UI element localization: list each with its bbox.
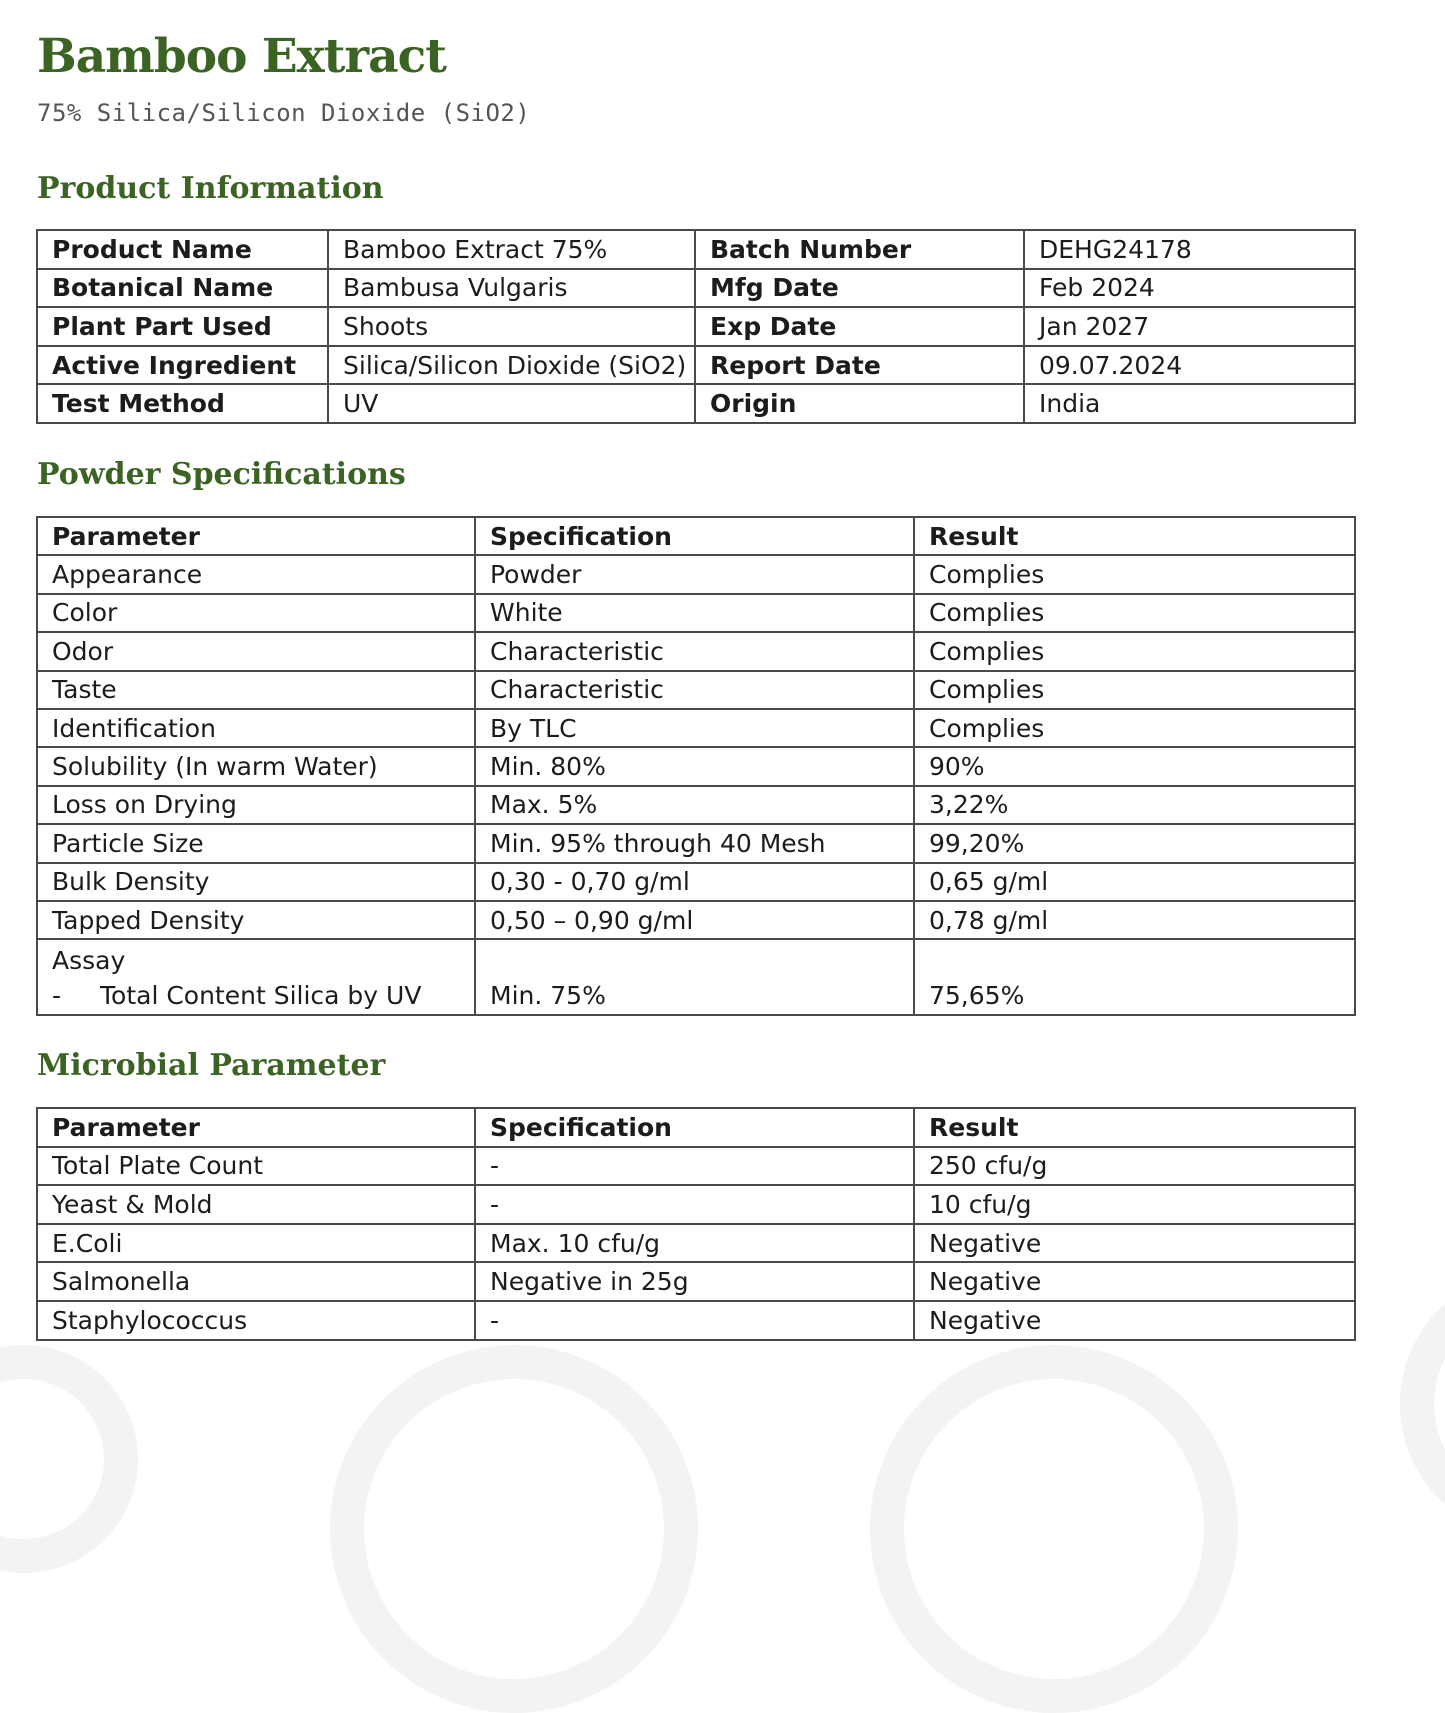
assay-parameter-cell bbox=[37, 939, 475, 1015]
table-header-row bbox=[37, 1108, 1355, 1147]
parameter-cell: Total Plate Count bbox=[37, 1147, 475, 1186]
result-cell: Complies bbox=[914, 594, 1355, 632]
table-row bbox=[37, 901, 1355, 939]
table-row bbox=[37, 555, 1355, 593]
table-row bbox=[37, 1185, 1355, 1224]
parameter-cell: Particle Size bbox=[37, 824, 475, 862]
info-value: Bamboo Extract 75% bbox=[328, 230, 695, 269]
parameter-cell: Salmonella bbox=[37, 1262, 475, 1301]
info-label: Product Name bbox=[37, 230, 328, 269]
result-cell: Negative bbox=[914, 1262, 1355, 1301]
assay-label: Assay bbox=[52, 946, 126, 976]
table-row bbox=[37, 863, 1355, 901]
parameter-cell: Yeast & Mold bbox=[37, 1185, 475, 1224]
specification-cell: Min. 95% through 40 Mesh bbox=[475, 824, 914, 862]
table-row bbox=[37, 346, 1355, 385]
parameter-cell: Solubility (In warm Water) bbox=[37, 747, 475, 785]
info-label: Mfg Date bbox=[695, 269, 1024, 308]
watermark-arc-2 bbox=[330, 1345, 698, 1713]
table-row bbox=[37, 747, 1355, 785]
result-cell: 0,78 g/ml bbox=[914, 901, 1355, 939]
specification-cell: Powder bbox=[475, 555, 914, 593]
table-row bbox=[37, 1262, 1355, 1301]
assay-row bbox=[37, 939, 1355, 1015]
info-value: Shoots bbox=[328, 307, 695, 346]
assay-bullet-dash: - bbox=[52, 981, 62, 1011]
parameter-cell: Bulk Density bbox=[37, 863, 475, 901]
column-header-specification: Specification bbox=[475, 517, 914, 555]
watermark-arc-1 bbox=[0, 1345, 138, 1573]
result-cell: 75,65% bbox=[914, 939, 1355, 1015]
info-value: Feb 2024 bbox=[1024, 269, 1355, 308]
parameter-cell: Appearance bbox=[37, 555, 475, 593]
specification-cell: Min. 75% bbox=[475, 939, 914, 1015]
result-cell: 0,65 g/ml bbox=[914, 863, 1355, 901]
parameter-cell: Color bbox=[37, 594, 475, 632]
watermark-arc-3 bbox=[870, 1345, 1238, 1713]
table-row bbox=[37, 632, 1355, 670]
parameter-cell: Odor bbox=[37, 632, 475, 670]
info-label: Botanical Name bbox=[37, 269, 328, 308]
info-label: Origin bbox=[695, 384, 1024, 423]
column-header-parameter: Parameter bbox=[37, 1108, 475, 1147]
specification-cell: By TLC bbox=[475, 709, 914, 747]
parameter-cell: Staphylococcus bbox=[37, 1301, 475, 1340]
info-label: Report Date bbox=[695, 346, 1024, 385]
document-title: Bamboo Extract bbox=[37, 29, 446, 84]
info-label: Test Method bbox=[37, 384, 328, 423]
assay-sub-parameter-label: Total Content Silica by UV bbox=[100, 981, 422, 1011]
result-cell: Complies bbox=[914, 709, 1355, 747]
table-row bbox=[37, 1147, 1355, 1186]
microbial-parameter-heading: Microbial Parameter bbox=[37, 1048, 386, 1083]
table-row bbox=[37, 1301, 1355, 1340]
specification-cell: 0,30 - 0,70 g/ml bbox=[475, 863, 914, 901]
powder-specifications-heading: Powder Specifications bbox=[37, 457, 406, 492]
table-row bbox=[37, 709, 1355, 747]
specification-cell: - bbox=[475, 1185, 914, 1224]
product-information-heading: Product Information bbox=[37, 171, 384, 206]
document-subtitle: 75% Silica/Silicon Dioxide (SiO2) bbox=[37, 99, 531, 127]
specification-cell: Max. 5% bbox=[475, 786, 914, 824]
specification-cell: - bbox=[475, 1147, 914, 1186]
info-label: Plant Part Used bbox=[37, 307, 328, 346]
column-header-result: Result bbox=[914, 517, 1355, 555]
table-row bbox=[37, 786, 1355, 824]
result-cell: Complies bbox=[914, 555, 1355, 593]
info-label: Exp Date bbox=[695, 307, 1024, 346]
result-cell: Negative bbox=[914, 1224, 1355, 1263]
table-row bbox=[37, 384, 1355, 423]
assay-sub-parameter bbox=[52, 981, 460, 1011]
info-value: Jan 2027 bbox=[1024, 307, 1355, 346]
parameter-cell: Tapped Density bbox=[37, 901, 475, 939]
watermark-arc-4 bbox=[1400, 1270, 1445, 1538]
result-cell: 90% bbox=[914, 747, 1355, 785]
specification-cell: Min. 80% bbox=[475, 747, 914, 785]
result-cell: 250 cfu/g bbox=[914, 1147, 1355, 1186]
specification-cell: Negative in 25g bbox=[475, 1262, 914, 1301]
info-value: Bambusa Vulgaris bbox=[328, 269, 695, 308]
table-row bbox=[37, 594, 1355, 632]
parameter-cell: E.Coli bbox=[37, 1224, 475, 1263]
table-row bbox=[37, 269, 1355, 308]
info-value: India bbox=[1024, 384, 1355, 423]
result-cell: Complies bbox=[914, 671, 1355, 709]
result-cell: 10 cfu/g bbox=[914, 1185, 1355, 1224]
specification-cell: Characteristic bbox=[475, 632, 914, 670]
specification-cell: 0,50 – 0,90 g/ml bbox=[475, 901, 914, 939]
product-information-table bbox=[36, 229, 1356, 424]
column-header-parameter: Parameter bbox=[37, 517, 475, 555]
result-cell: 99,20% bbox=[914, 824, 1355, 862]
specification-cell: White bbox=[475, 594, 914, 632]
table-row bbox=[37, 230, 1355, 269]
parameter-cell: Taste bbox=[37, 671, 475, 709]
microbial-parameter-table bbox=[36, 1107, 1356, 1341]
parameter-cell: Identification bbox=[37, 709, 475, 747]
parameter-cell: Loss on Drying bbox=[37, 786, 475, 824]
info-value: Silica/Silicon Dioxide (SiO2) bbox=[328, 346, 695, 385]
specification-cell: - bbox=[475, 1301, 914, 1340]
table-row bbox=[37, 1224, 1355, 1263]
table-row bbox=[37, 824, 1355, 862]
result-cell: Negative bbox=[914, 1301, 1355, 1340]
info-value: 09.07.2024 bbox=[1024, 346, 1355, 385]
specification-cell: Characteristic bbox=[475, 671, 914, 709]
specification-cell: Max. 10 cfu/g bbox=[475, 1224, 914, 1263]
powder-specifications-table bbox=[36, 516, 1356, 1016]
result-cell: 3,22% bbox=[914, 786, 1355, 824]
info-value: DEHG24178 bbox=[1024, 230, 1355, 269]
info-value: UV bbox=[328, 384, 695, 423]
result-cell: Complies bbox=[914, 632, 1355, 670]
info-label: Active Ingredient bbox=[37, 346, 328, 385]
column-header-result: Result bbox=[914, 1108, 1355, 1147]
table-row bbox=[37, 307, 1355, 346]
table-row bbox=[37, 671, 1355, 709]
info-label: Batch Number bbox=[695, 230, 1024, 269]
table-header-row bbox=[37, 517, 1355, 555]
column-header-specification: Specification bbox=[475, 1108, 914, 1147]
